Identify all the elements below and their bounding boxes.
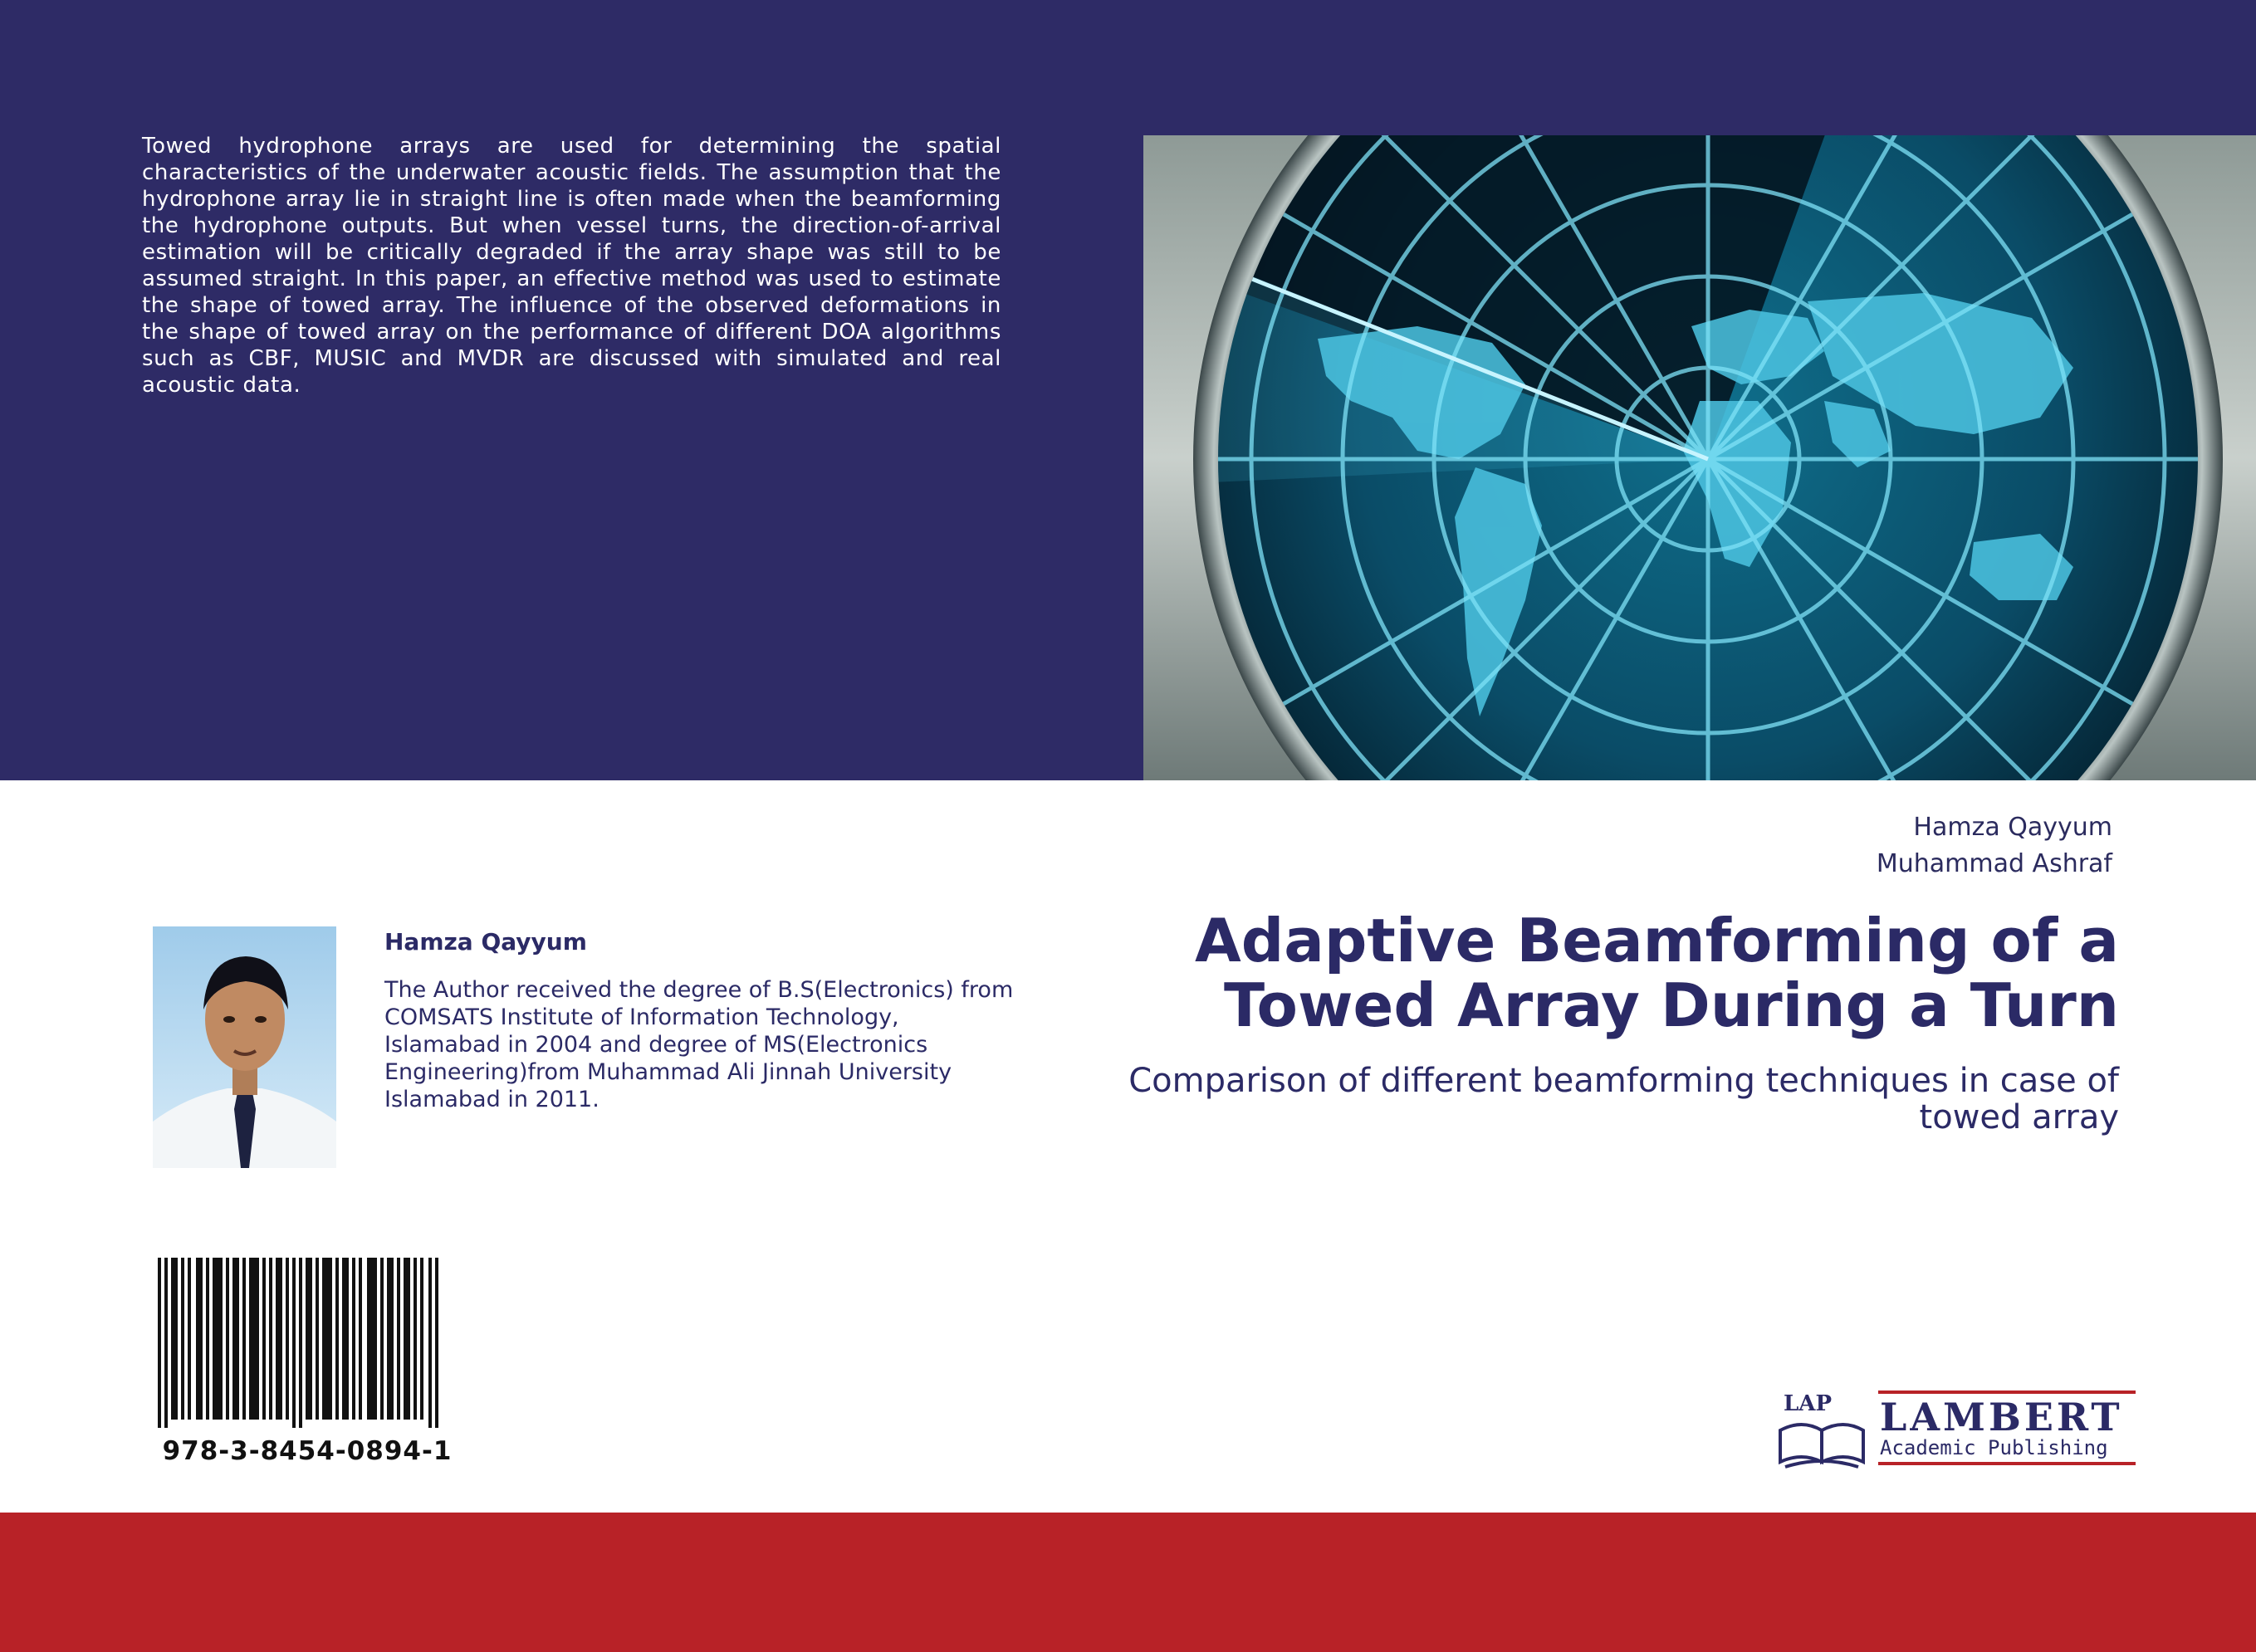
isbn-number: 978-3-8454-0894-1	[162, 1436, 453, 1466]
radar-world-map-illustration	[1143, 135, 2256, 780]
publisher-name: LAMBERT	[1880, 1395, 2123, 1439]
lambert-academic-publishing-logo	[1777, 1382, 2142, 1474]
author-line: Hamza Qayyum	[1913, 813, 2112, 842]
book-title: Adaptive Beamforming of a Towed Array During a Turn	[1195, 906, 2119, 1040]
cover-bottom-band	[0, 1513, 2256, 1652]
book-subtitle: Comparison of different beamforming techniques in case of towed array	[1128, 1062, 2119, 1136]
author-line: Muhammad Ashraf	[1876, 849, 2112, 878]
isbn-barcode	[158, 1258, 473, 1428]
publisher-tagline: Academic Publishing	[1880, 1436, 2108, 1459]
logo-mark-text: LAP	[1784, 1391, 1833, 1416]
author-bio-text: The Author received the degree of B.S(Electronics) from COMSATS Institute of Information Technology, Islamabad in 2004 and degree of MS(Electronics Engineering)from Muhammad Ali Jinnah University Islamabad in 2011.	[384, 977, 1014, 1112]
back-cover-blurb: Towed hydrophone arrays are used for determining the spatial characteristics of the underwater acoustic fields. The assumption that the hydrophone array lie in straight line is often made when the beamforming the hydrophone outputs. But when vessel turns, the direction-of-arrival estimation will be critically degraded if the array shape was still to be assumed straight. In this paper, an effective method was used to estimate the shape of towed array. The influence of the observed deformations in the shape of towed array on the performance of different DOA algorithms such as CBF, MUSIC and MVDR are discussed with simulated and real acoustic data.	[142, 134, 1001, 398]
author-bio-name: Hamza Qayyum	[384, 928, 587, 956]
author-photo	[153, 926, 336, 1168]
front-cover-authors	[1877, 809, 2112, 882]
